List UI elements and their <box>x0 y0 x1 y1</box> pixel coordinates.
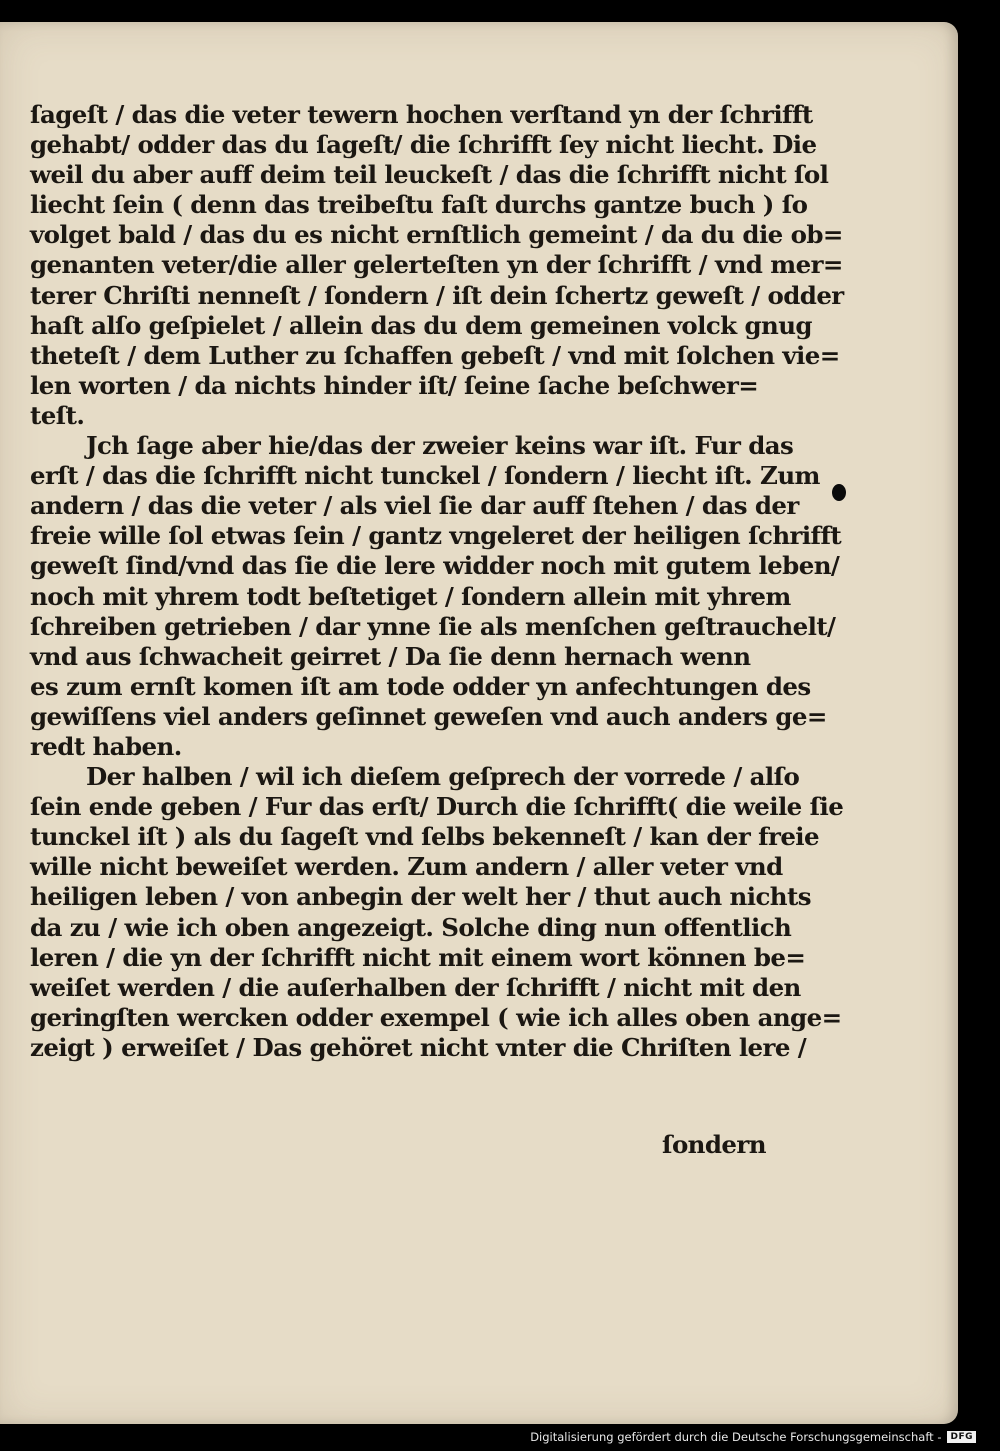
text-line: weil du aber auff deim teil leuckeſt / das die ſchrifft nicht ſol <box>30 160 829 190</box>
dfg-logo-icon: DFG <box>947 1431 976 1443</box>
text-line: liecht ſein ( denn das treibeſtu faſt durchs gantze buch ) ſo <box>30 190 808 220</box>
text-line: da zu / wie ich oben angezeigt. Solche ding nun offentlich <box>30 912 792 942</box>
text-line: erſt / das die ſchrifft nicht tunckel / ſondern / liecht iſt. Zum <box>30 461 820 491</box>
text-line: geweſt ſind/vnd das ſie die lere widder noch mit gutem leben/ <box>30 551 840 581</box>
text-line: terer Chriſti nenneſt / ſondern / iſt dein ſchertz geweſt / odder <box>30 280 844 310</box>
text-line: teſt. <box>30 400 85 430</box>
text-line: weiſet werden / die auſerhalben der ſchrifft / nicht mit den <box>30 972 801 1002</box>
text-line: geringſten wercken odder exempel ( wie ich alles oben ange= <box>30 1002 842 1032</box>
text-line: leren / die yn der ſchrifft nicht mit einem wort können be= <box>30 942 806 972</box>
text-line: gehabt/ odder das du ſageſt/ die ſchrifft ſey nicht liecht. Die <box>30 130 817 160</box>
text-line: haſt alſo geſpielet / allein das du dem gemeinen volck gnug <box>30 310 812 340</box>
book-page <box>0 22 958 1424</box>
text-line: ſageſt / das die veter tewern hochen verſtand yn der ſchrifft <box>30 100 813 129</box>
text-line: len worten / da nichts hinder iſt/ ſeine ſache beſchwer= <box>30 370 759 400</box>
text-line: genanten veter/die aller gelerteſten yn der ſchrifft / vnd mer= <box>30 250 843 280</box>
text-line: Der halben / wil ich dieſem geſprech der vorrede / alſo <box>86 762 800 792</box>
text-line: wille nicht beweiſet werden. Zum andern / aller veter vnd <box>30 852 783 882</box>
text-line: noch mit yhrem todt beſtetiget / ſondern allein mit yhrem <box>30 581 791 611</box>
digitization-credit <box>530 1430 976 1444</box>
page-text <box>30 100 844 1063</box>
catchword: ſondern <box>662 1130 766 1159</box>
text-line: andern / das die veter / als viel ſie dar auff ſtehen / das der <box>30 491 799 521</box>
text-line: redt haben. <box>30 731 182 761</box>
text-line: zeigt ) erweiſet / Das gehöret nicht vnter die Chriſten lere / <box>30 1032 807 1062</box>
text-line: ſein ende geben / Fur das erſt/ Durch die ſchrifft( die weile ſie <box>30 792 844 822</box>
text-line: theteſt / dem Luther zu ſchaffen gebeſt / vnd mit ſolchen vie= <box>30 340 840 370</box>
text-line: Jch ſage aber hie/das der zweier keins war iſt. Fur das <box>86 431 794 461</box>
text-line: ſchreiben getrieben / dar ynne ſie als menſchen geſtrauchelt/ <box>30 611 836 641</box>
credit-text: Digitalisierung gefördert durch die Deutsche Forschungsgemeinschaft - <box>530 1430 942 1444</box>
text-line: volget bald / das du es nicht ernſtlich gemeint / da du die ob= <box>30 220 843 250</box>
text-line: es zum ernſt komen iſt am tode odder yn anfechtungen des <box>30 671 811 701</box>
ink-blot <box>832 484 846 501</box>
text-line: heiligen leben / von anbegin der welt her / thut auch nichts <box>30 882 811 912</box>
text-line: gewiſſens viel anders geſinnet geweſen vnd auch anders ge= <box>30 701 827 731</box>
text-line: tunckel iſt ) als du ſageſt vnd ſelbs bekenneſt / kan der freie <box>30 822 820 852</box>
text-line: freie wille ſol etwas ſein / gantz vngeleret der heiligen ſchrifft <box>30 521 842 551</box>
text-line: vnd aus ſchwacheit geirret / Da ſie denn hernach wenn <box>30 641 751 671</box>
